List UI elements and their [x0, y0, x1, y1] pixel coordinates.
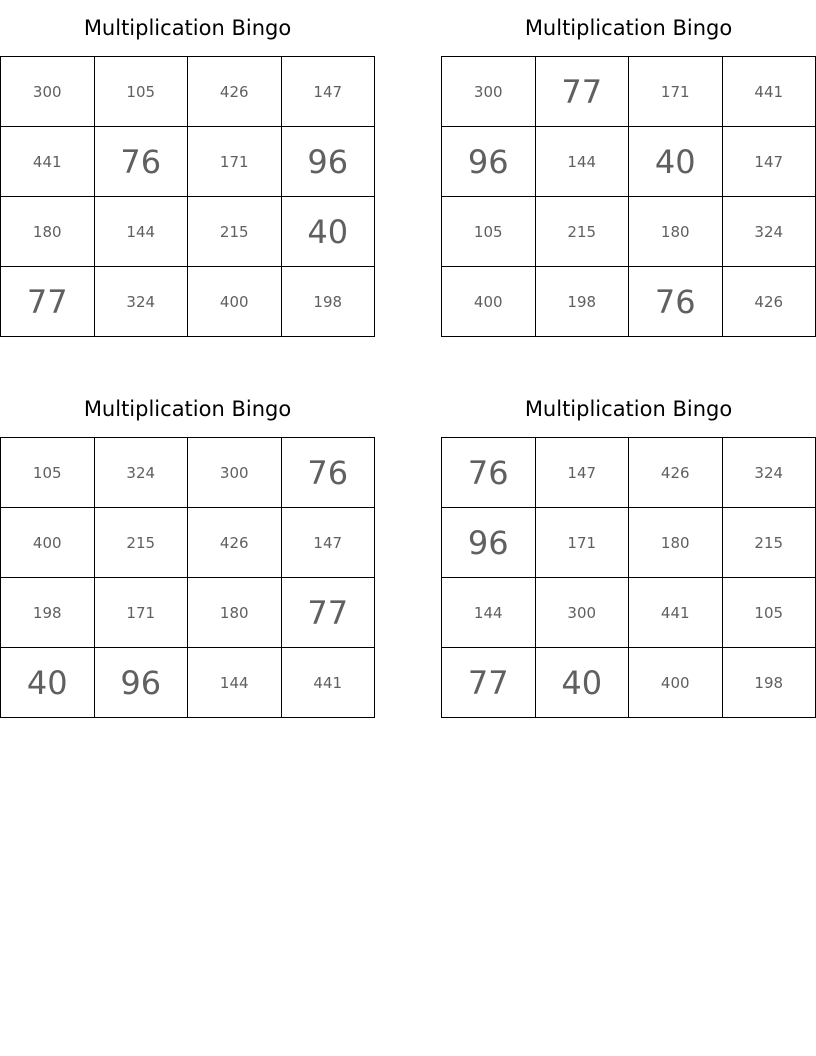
bingo-cell: 198	[723, 648, 816, 718]
bingo-cell: 215	[95, 508, 189, 578]
bingo-grid	[0, 437, 375, 718]
bingo-grid	[441, 437, 816, 718]
bingo-card-4	[441, 381, 816, 718]
bingo-cell: 180	[1, 197, 95, 267]
bingo-cell: 426	[629, 438, 723, 508]
card-title: Multiplication Bingo	[83, 397, 292, 421]
bingo-cell: 171	[536, 508, 630, 578]
bingo-cell: 105	[95, 57, 189, 127]
bingo-cell: 96	[442, 508, 536, 578]
bingo-cell: 77	[442, 648, 536, 718]
bingo-cell: 324	[95, 267, 189, 337]
bingo-grid	[0, 56, 375, 337]
bingo-cell: 198	[282, 267, 376, 337]
card-title: Multiplication Bingo	[524, 397, 733, 421]
bingo-cell: 40	[536, 648, 630, 718]
bingo-cell: 426	[723, 267, 816, 337]
bingo-cell: 400	[188, 267, 282, 337]
bingo-cell: 96	[442, 127, 536, 197]
bingo-cell: 105	[723, 578, 816, 648]
bingo-cell: 400	[1, 508, 95, 578]
bingo-card-3	[0, 381, 375, 718]
bingo-cell: 105	[1, 438, 95, 508]
bingo-cell: 96	[282, 127, 376, 197]
bingo-cell: 171	[95, 578, 189, 648]
bingo-cell: 40	[629, 127, 723, 197]
bingo-grid	[441, 56, 816, 337]
bingo-card-2	[441, 0, 816, 337]
bingo-cell: 441	[1, 127, 95, 197]
bingo-cell: 300	[1, 57, 95, 127]
bingo-cell: 147	[723, 127, 816, 197]
bingo-cell: 324	[723, 438, 816, 508]
bingo-cell: 105	[442, 197, 536, 267]
bingo-cell: 198	[1, 578, 95, 648]
bingo-cell: 324	[723, 197, 816, 267]
bingo-cell: 198	[536, 267, 630, 337]
bingo-cell: 300	[188, 438, 282, 508]
bingo-cell: 144	[442, 578, 536, 648]
bingo-cell: 77	[1, 267, 95, 337]
bingo-cell: 441	[282, 648, 376, 718]
bingo-cell: 77	[282, 578, 376, 648]
bingo-cell: 441	[629, 578, 723, 648]
bingo-cell: 96	[95, 648, 189, 718]
bingo-cell: 147	[282, 57, 376, 127]
bingo-cell: 180	[188, 578, 282, 648]
card-title: Multiplication Bingo	[83, 16, 292, 40]
bingo-cell: 215	[536, 197, 630, 267]
bingo-cell: 215	[723, 508, 816, 578]
bingo-cell: 77	[536, 57, 630, 127]
bingo-cell: 215	[188, 197, 282, 267]
bingo-cell: 426	[188, 57, 282, 127]
bingo-cell: 76	[282, 438, 376, 508]
bingo-cell: 426	[188, 508, 282, 578]
bingo-cell: 76	[629, 267, 723, 337]
bingo-cell: 76	[95, 127, 189, 197]
bingo-cell: 40	[282, 197, 376, 267]
bingo-cell: 171	[629, 57, 723, 127]
bingo-cell: 147	[536, 438, 630, 508]
bingo-cell: 76	[442, 438, 536, 508]
bingo-card-1	[0, 0, 375, 337]
bingo-cell: 147	[282, 508, 376, 578]
bingo-cell: 40	[1, 648, 95, 718]
bingo-cell: 180	[629, 197, 723, 267]
bingo-cell: 324	[95, 438, 189, 508]
bingo-cell: 400	[442, 267, 536, 337]
bingo-cell: 171	[188, 127, 282, 197]
bingo-cell: 144	[95, 197, 189, 267]
bingo-cell: 400	[629, 648, 723, 718]
bingo-cell: 180	[629, 508, 723, 578]
bingo-cell: 441	[723, 57, 816, 127]
bingo-cell: 300	[442, 57, 536, 127]
bingo-cell: 144	[188, 648, 282, 718]
card-title: Multiplication Bingo	[524, 16, 733, 40]
bingo-cell: 144	[536, 127, 630, 197]
bingo-cell: 300	[536, 578, 630, 648]
